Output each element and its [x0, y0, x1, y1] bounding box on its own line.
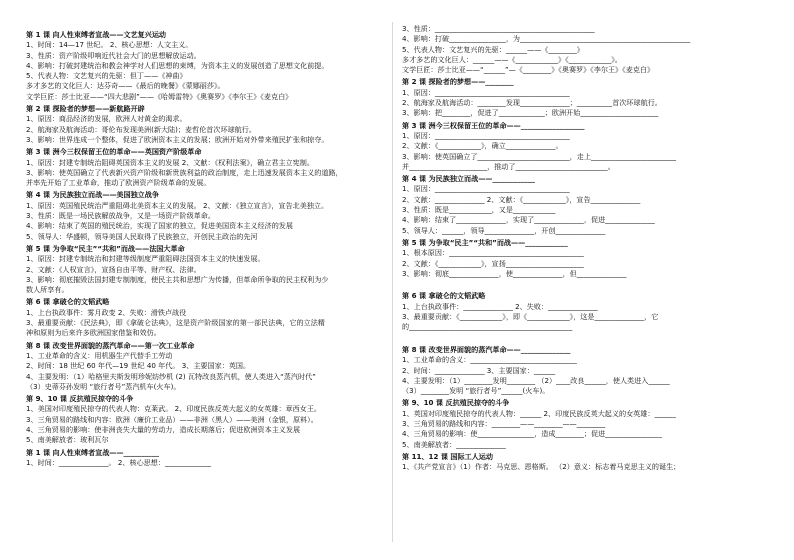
content-line: 3、三角贸易的路线和内容：欧洲（廉价工业品）——非洲（黑人）——美洲（金银，原料）。	[26, 414, 318, 424]
content-line: 1、原因：封建专制统治和封建等级制度严重阻碍法国资本主义的快速发展。	[26, 254, 265, 264]
lesson-heading: 第 8 课 改变世界面貌的蒸汽革命——______________	[402, 344, 571, 354]
content-line: 2、航海家及航海活动：________发现______________；__________首次环球航行。	[402, 98, 662, 108]
content-line: 1、原因：______________________________________	[402, 130, 570, 140]
content-line: 5、领导人：______，领导______________，开创______________	[402, 225, 606, 235]
content-line: 1、原因：______________________________________	[402, 184, 570, 194]
content-line: 3、性质：既是____________，又是____________	[402, 205, 556, 215]
content-line: 1、《共产党宣言》（1）作者：马克思、恩格斯。 （2）意义：标志着马克思主义的诞生；	[402, 462, 681, 472]
content-line: 2、文献：《____________》，确立______________。	[402, 141, 563, 151]
content-line: 2、时间：______________ 3、主要国家：______	[402, 365, 556, 375]
content-line: 4、影响：结束了英国的殖民统治，实现了国家的独立，促进美国资本主义经济的发展	[26, 221, 293, 231]
lesson-heading: 第 3 课 洲今三权保留王位的革命——__________________	[402, 120, 585, 130]
content-line: 并______________________，推动了__________________________。	[402, 161, 615, 171]
content-line: 2、文献：《____________》，宣扬______________________	[402, 258, 584, 268]
content-line: 1、原因：______________________________________	[402, 87, 570, 97]
content-line: 1、上台执政事件：______________ 2、失败：______________	[402, 301, 598, 311]
lesson-heading: 第 9、10 课 反抗殖民掠夺的斗争	[26, 394, 134, 404]
content-line: 的______________________________________________	[402, 322, 573, 332]
content-line: 3、性质：_____________________________________________	[402, 24, 595, 33]
content-line: 数人所享有。	[26, 285, 69, 295]
content-line: 1、原因：英国殖民统治严重阻碍北美资本主义的发展。 2、文献：《独立宣言》，宣告北美独立。	[26, 200, 329, 210]
content-line: 5、代表人物：文艺复兴的先驱：______——《________》	[402, 44, 584, 54]
lesson-heading: 第 8 课 改变世界面貌的蒸汽革命——第一次工业革命	[26, 340, 195, 350]
content-line: 4、三角贸易的影响：使非洲丧失大量的劳动力，造成长期落后；促进欧洲资本主义发展	[26, 424, 301, 434]
content-line: （3）史蒂芬孙发明 “旅行者号”蒸汽机车(火车)。	[26, 381, 181, 391]
content-line: 1、时间：14—17 世纪。 2、核心思想：人文主义。	[26, 40, 193, 50]
content-line: 4、主要发明：（1）哈格里夫斯发明珍妮纺纱机 (2) 瓦特改良蒸汽机，使人类进入“蒸汽时代”	[26, 371, 316, 381]
column-divider	[392, 22, 393, 542]
content-line: 5、南美解放者：玻利瓦尔	[26, 435, 109, 445]
lesson-heading: 第 5 课 为争取“民主”“共和”而战——法国大革命	[26, 243, 185, 253]
content-line: 3、性质：资产阶级叩响近代社会大门的思想解放运动。	[26, 50, 201, 60]
content-line: 5、领导人：华盛顿，领导美国人民取得了民族独立，开创民主政治的先河	[26, 231, 258, 241]
lesson-heading: 第 4 课 为民族独立而战——____________	[402, 174, 535, 184]
content-line: 1、英国对印度殖民掠夺的代表人物：______ 2、印度民族反英大起义的女英雄：______	[402, 408, 676, 418]
content-line: 1、原因：封建专制统治阻碍英国资本主义的发展 2、文献：《权利法案》，确立君主立宪制。	[26, 157, 314, 167]
left-column	[26, 28, 378, 468]
lesson-heading: 第 11、12 课 国际工人运动	[402, 451, 493, 461]
content-line: 神和原则为后来许多欧洲国家借鉴和效仿。	[26, 328, 161, 338]
content-line: 1、根本原因：______________________________________	[402, 248, 584, 258]
content-line: 2、时间：18 世纪 60 年代—19 世纪 40 年代。 3、主要国家：英国。	[26, 361, 251, 371]
right-column	[402, 24, 770, 472]
content-line	[402, 279, 770, 289]
content-line: 1、工业革命的含义：______________________________	[402, 355, 577, 365]
lesson-heading: 第 9、10 课 反抗殖民掠夺的斗争	[402, 398, 510, 408]
content-line: （3）________发明 “旅行者号”______(火车)。	[402, 386, 550, 396]
lesson-heading: 第 6 课 拿破仑的文韬武略	[402, 291, 486, 301]
content-line: 多才多艺的文化巨人：达芬奇——《最后的晚餐》《蒙娜丽莎》。	[26, 81, 225, 91]
content-line: 3、最重要贡献：《____________》，即《____________》，这是______________，它	[402, 312, 659, 322]
content-line: 1、工业革命的含义：用机器生产代替手工劳动	[26, 350, 173, 360]
content-line: 2、文献：______________ 2、文献：《____________》，宣告______________	[402, 194, 641, 204]
lesson-heading: 第 1 课 向人性束缚者宣战——文艺复兴运动	[26, 30, 167, 39]
content-line: 2、文献：《人权宣言》，宣扬自由平等、财产权、法律。	[26, 264, 201, 274]
content-line: 文学巨匠：莎士比亚——“______”—《________》《奥赛罗》《李尔王》《麦克白》	[402, 65, 655, 75]
content-line: 文学巨匠：莎士比亚——“四大悲剧”——《哈姆雷特》《奥赛罗》《李尔王》《麦克白》	[26, 91, 293, 101]
content-line: 1、时间：______________。 2、核心思想：_____________	[26, 457, 212, 467]
lesson-heading: 第 3 课 洲今三权保留王位的革命——英国资产阶级革命	[26, 147, 202, 157]
content-line: 1、美国对印度殖民掠夺的代表人物：克莱武。 2、印度民族反英大起义的女英雄：章西女王。	[26, 404, 322, 414]
lesson-heading: 第 5 课 为争取“民主”“共和”而战——____________	[402, 237, 568, 247]
lesson-heading: 第 1 课 向人性束缚者宣战——__________	[26, 447, 159, 457]
content-line: 5、南美解放者：______________	[402, 439, 506, 449]
lesson-heading: 第 2 课 探险者的梦想——________	[402, 77, 514, 87]
content-line: 3、影响：彻底______________，使______________，但______________	[402, 268, 627, 278]
content-line: 4、影响：打破________________，为________________________________________________	[402, 34, 691, 44]
content-line: 3、影响：彻底摧毁法国封建专制制度，使民主共和思想广为传播，但革命所争取的民主权利为少	[26, 274, 329, 284]
content-line: 2、航海家及航海活动：哥伦布发现美洲(新大陆)；麦哲伦首次环球航行。	[26, 124, 256, 134]
lesson-heading: 第 4 课 为民族独立而战——美国独立战争	[26, 190, 159, 200]
lesson-heading: 第 2 课 探险者的梦想——新航路开辟	[26, 104, 145, 114]
content-line: 3、影响：把________，促进了_____________；欧洲开始______________________	[402, 108, 659, 118]
content-line: 3、三角贸易的路线和内容：________——________——________	[402, 418, 606, 428]
content-line: 4、影响：结束了______________，实现了______________，促进______________	[402, 215, 655, 225]
content-line: 3、影响：世界连成一个整体，促进了欧洲资本主义的发展；欧洲开始对外带来殖民扩张和掠夺。	[26, 134, 329, 144]
content-line: 多才多艺的文化巨人：______——《____________》《____________》。	[402, 54, 622, 64]
content-line: 5、代表人物：文艺复兴的先驱：但丁——《神曲》	[26, 71, 187, 81]
content-line: 3、影响：使英国确立了代表新兴资产阶级和新贵族利益的政治制度，走上迅速发展资本主义的道路，	[26, 167, 343, 177]
content-line: 3、最重要贡献：《民法典》，即《拿破仑法典》，这是资产阶级国家的第一部民法典，它的立法精	[26, 318, 325, 328]
content-line: 3、性质：既是一场民族解放战争，又是一场资产阶级革命。	[26, 211, 215, 221]
lesson-heading: 第 6 课 拿破仑的文韬武略	[26, 297, 110, 307]
content-line	[402, 333, 770, 343]
content-line: 1、上台执政事件：雾月政变 2、失败：滑铁卢战役	[26, 307, 187, 317]
content-line: 并率先开始了工业革命，推动了欧洲资产阶级革命的发展。	[26, 178, 211, 188]
content-line: 1、原因：商品经济的发展，欧洲人对黄金的渴求。	[26, 114, 187, 124]
content-line: 4、三角贸易的影响：使________________，造成________；促进________________	[402, 429, 662, 439]
content-line: 3、影响：使英国确立了__________________________，走上________________________	[402, 151, 677, 161]
content-line: 4、主要发明：（1）________发明________ （2）____改良______，使人类进入______	[402, 375, 670, 385]
content-line: 4、影响：打破封建统治和教会神学对人们思想的束缚，为资本主义的发展创造了思想文化前提。	[26, 60, 329, 70]
